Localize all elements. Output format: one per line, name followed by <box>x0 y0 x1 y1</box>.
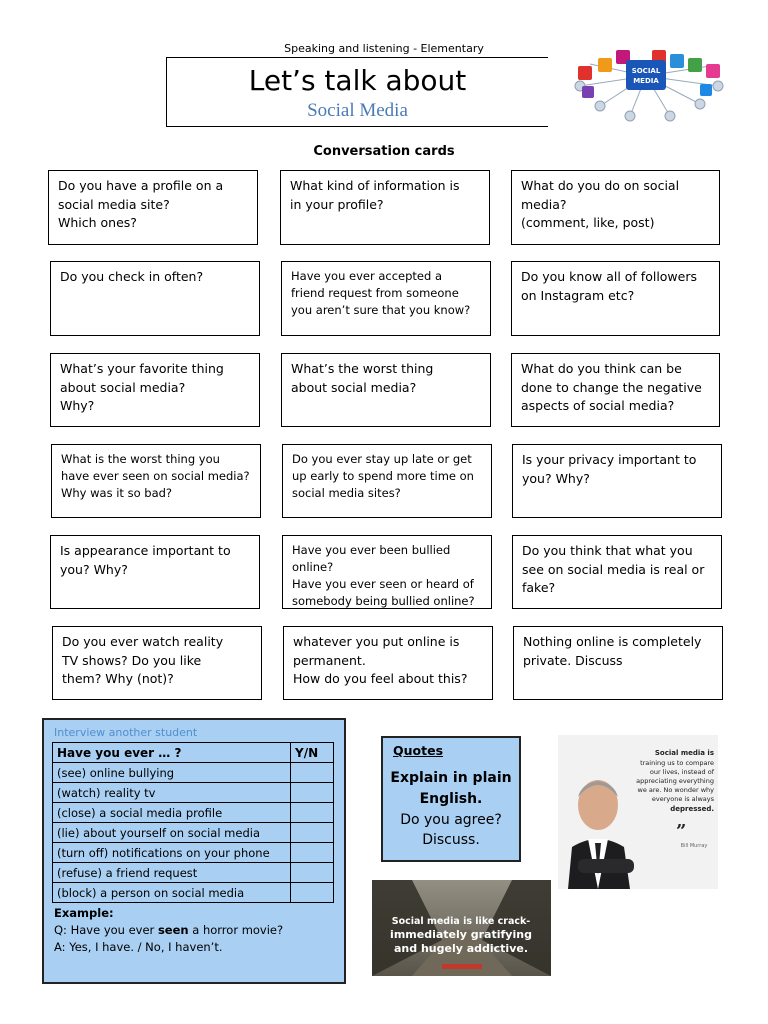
table-cell: (close) a social media profile <box>53 803 291 823</box>
table-cell: (refuse) a friend request <box>53 863 291 883</box>
title-box <box>166 57 548 127</box>
conversation-card: Have you ever accepted a friend request from someone you aren’t sure that you know? <box>281 261 491 336</box>
table-row <box>53 763 334 783</box>
answer-cell[interactable] <box>291 803 334 823</box>
portrait-illustration <box>558 735 718 889</box>
table-cell: (see) online bullying <box>53 763 291 783</box>
answer-cell[interactable] <box>291 783 334 803</box>
table-cell: (turn off) notifications on your phone <box>53 843 291 863</box>
example-question-start: Q: Have you ever <box>54 923 158 937</box>
author-tag <box>442 964 482 969</box>
quotes-line-3: Do you agree? <box>400 812 502 828</box>
quotes-title: Quotes <box>393 743 444 758</box>
conversation-card: What is the worst thing you have ever seen on social media? Why was it so bad? <box>51 444 261 518</box>
quotes-box <box>381 736 521 862</box>
answer-cell[interactable] <box>291 763 334 783</box>
road-illustration <box>372 880 551 976</box>
social-media-logo <box>560 46 732 126</box>
example-answer: A: Yes, I have. / No, I haven’t. <box>54 940 223 954</box>
table-row <box>53 843 334 863</box>
table-row <box>53 783 334 803</box>
cards-heading: Conversation cards <box>313 144 455 159</box>
quotes-line-2: English. <box>419 791 483 807</box>
quotes-line-4: Discuss. <box>422 832 480 848</box>
conversation-card: What do you think can be done to change the negative aspects of social media? <box>511 353 720 427</box>
answer-column-header: Y/N <box>291 743 334 763</box>
quote2-line-3: and hugely addictive. <box>393 942 529 955</box>
conversation-card: whatever you put online is permanent. How do you feel about this? <box>283 626 493 700</box>
quote1-line-3: our lives, instead of <box>649 768 714 776</box>
example-block <box>44 903 344 956</box>
interview-table <box>52 742 334 903</box>
table-row <box>53 823 334 843</box>
conversation-card: What kind of information is in your profile? <box>280 170 490 245</box>
table-row <box>53 883 334 903</box>
svg-text:SOCIAL: SOCIAL <box>631 67 661 75</box>
conversation-card: Do you check in often? <box>50 261 260 336</box>
quote2-line-1: Social media is like crack- <box>391 916 531 927</box>
quote1-line-2: training us to compare <box>640 759 714 767</box>
conversation-card: What’s your favorite thing about social media? Why? <box>50 353 260 427</box>
table-row <box>53 803 334 823</box>
conversation-card: Nothing online is completely private. Discuss <box>513 626 723 700</box>
conversation-card: Do you ever watch reality TV shows? Do you like them? Why (not)? <box>52 626 262 700</box>
level-subtitle: Speaking and listening - Elementary <box>284 42 484 55</box>
conversation-card: Have you ever been bullied online? Have you ever seen or heard of somebody being bullied online? <box>282 535 492 609</box>
quote1-line-5: we are. No wonder why <box>637 786 714 794</box>
example-question-end: a horror movie? <box>188 923 284 937</box>
page-title: Let’s talk about <box>248 64 467 97</box>
table-cell: (watch) reality tv <box>53 783 291 803</box>
conversation-card: Is your privacy important to you? Why? <box>512 444 722 518</box>
conversation-card: Is appearance important to you? Why? <box>50 535 260 609</box>
answer-cell[interactable] <box>291 883 334 903</box>
example-label: Example: <box>54 906 114 920</box>
quotes-instruction <box>383 768 519 810</box>
quote1-line-1: Social media is <box>654 749 714 757</box>
quote-image-road <box>372 880 551 976</box>
example-question <box>54 922 344 939</box>
quote-image-bill-murray <box>558 735 718 889</box>
question-column-header: Have you ever … ? <box>53 743 291 763</box>
conversation-card: Do you have a profile on a social media site? Which ones? <box>48 170 258 245</box>
quote2-line-2: immediately gratifying <box>390 928 532 941</box>
conversation-card: Do you know all of followers on Instagram etc? <box>511 261 720 336</box>
conversation-card: Do you think that what you see on social media is real or fake? <box>512 535 722 609</box>
svg-text:MEDIA: MEDIA <box>633 77 659 85</box>
quote1-line-6: everyone is always <box>651 795 714 803</box>
example-question-verb: seen <box>157 923 189 937</box>
table-cell: (lie) about yourself on social media <box>53 823 291 843</box>
conversation-card: What’s the worst thing about social media? <box>281 353 491 427</box>
interview-box <box>42 718 346 984</box>
page-topic: Social Media <box>307 100 408 121</box>
answer-cell[interactable] <box>291 823 334 843</box>
quote1-author: Bill Murray <box>680 843 708 849</box>
table-row <box>53 863 334 883</box>
table-header-row <box>53 743 334 763</box>
answer-cell[interactable] <box>291 843 334 863</box>
quotes-line-1: Explain in plain <box>390 770 512 786</box>
quote-mark-icon: ” <box>676 821 687 842</box>
table-cell: (block) a person on social media <box>53 883 291 903</box>
answer-cell[interactable] <box>291 863 334 883</box>
interview-heading: Interview another student <box>54 726 198 739</box>
quote1-line-4: appreciating everything <box>636 777 714 785</box>
conversation-card: Do you ever stay up late or get up early to spend more time on social media sites? <box>282 444 492 518</box>
conversation-card: What do you do on social media? (comment, like, post) <box>511 170 720 245</box>
quote1-line-7: depressed. <box>670 805 714 813</box>
